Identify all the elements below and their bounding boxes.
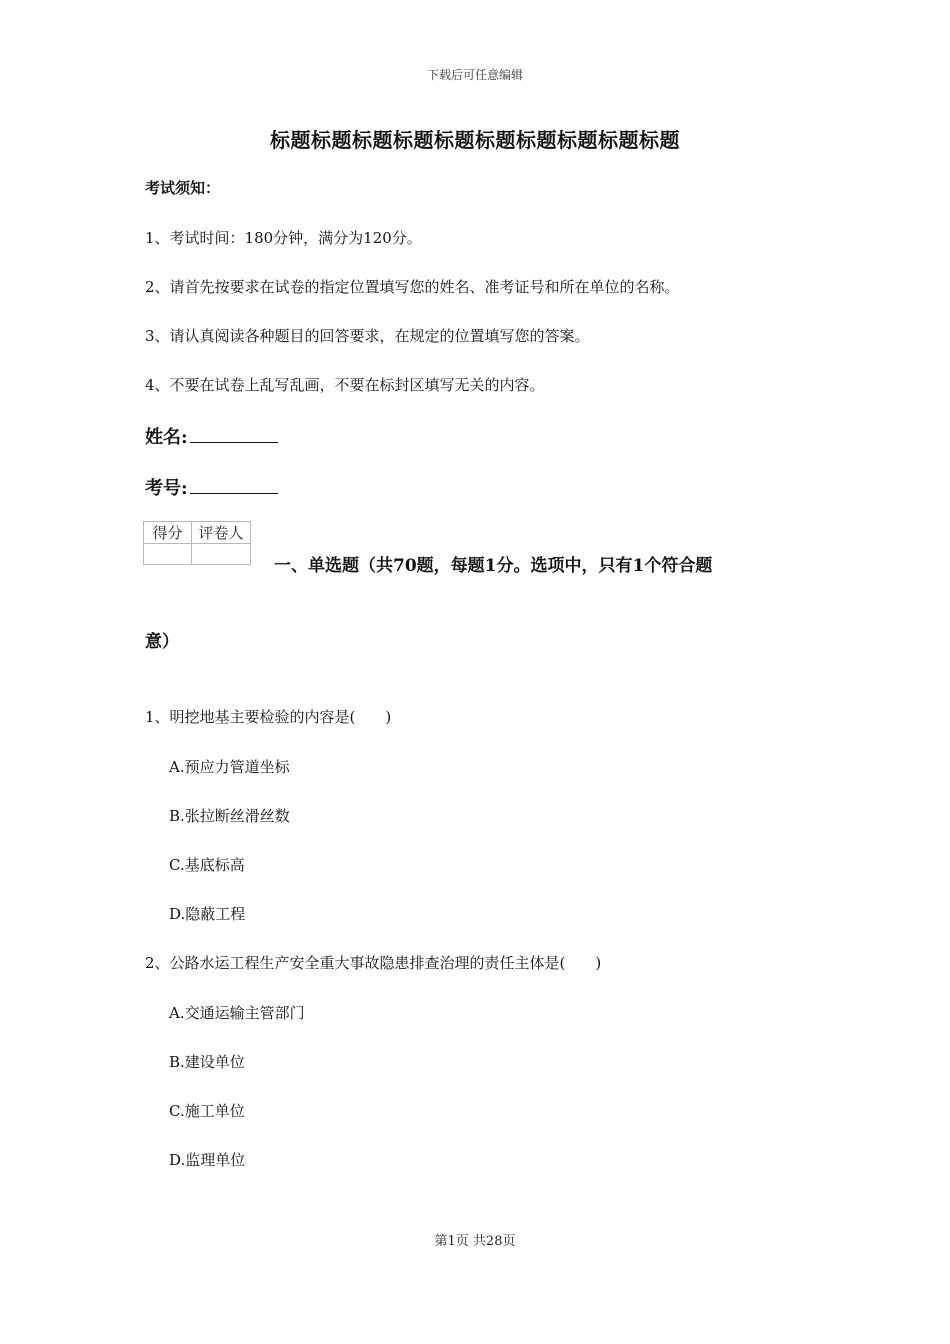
exam-number-label: 考号: — [145, 478, 188, 499]
grader-header: 评卷人 — [192, 522, 251, 544]
page-footer: 第1页 共28页 — [434, 1234, 516, 1249]
question-option: C.施工单位 — [169, 1102, 245, 1120]
notice-heading: 考试须知： — [145, 179, 221, 197]
question-option: A.预应力管道坐标 — [169, 758, 290, 776]
question-option: B.建设单位 — [169, 1053, 245, 1071]
notice-item: 4、不要在试卷上乱写乱画，不要在标封区填写无关的内容。 — [145, 376, 545, 394]
notice-item: 1、考试时间：180分钟，满分为120分。 — [145, 229, 422, 247]
grader-cell[interactable] — [192, 544, 251, 565]
section-title: 一、单选题（共70题，每题1分。选项中，只有1个符合题 — [274, 556, 713, 576]
name-blank[interactable] — [190, 424, 278, 443]
question-option: C.基底标高 — [169, 856, 245, 874]
question-option: D.隐蔽工程 — [169, 905, 246, 923]
score-cell[interactable] — [144, 544, 192, 565]
score-table — [143, 521, 251, 565]
question-stem: 1、明挖地基主要检验的内容是( ) — [145, 708, 392, 726]
section-title-continued: 意） — [145, 632, 179, 652]
notice-item: 2、请首先按要求在试卷的指定位置填写您的姓名、准考证号和所在单位的名称。 — [145, 278, 680, 296]
document-title: 标题标题标题标题标题标题标题标题标题标题 — [270, 128, 680, 152]
notice-item: 3、请认真阅读各种题目的回答要求，在规定的位置填写您的答案。 — [145, 327, 590, 345]
exam-number-field — [145, 474, 278, 500]
header-note: 下载后可任意编辑 — [426, 68, 523, 82]
question-stem: 2、公路水运工程生产安全重大事故隐患排查治理的责任主体是( ) — [145, 954, 602, 972]
question-option: D.监理单位 — [169, 1151, 246, 1169]
question-option: B.张拉断丝滑丝数 — [169, 807, 290, 825]
name-field — [145, 423, 278, 449]
name-label: 姓名: — [145, 427, 188, 448]
exam-number-blank[interactable] — [190, 475, 278, 494]
score-header: 得分 — [144, 522, 192, 544]
question-option: A.交通运输主管部门 — [169, 1004, 305, 1022]
